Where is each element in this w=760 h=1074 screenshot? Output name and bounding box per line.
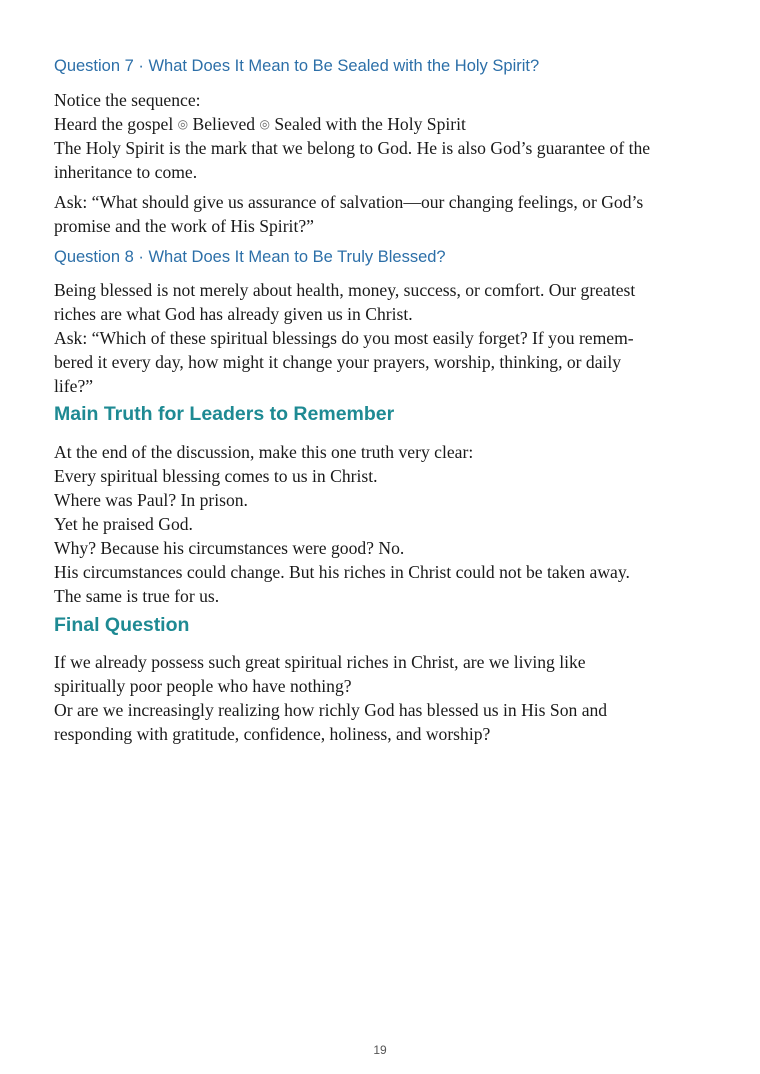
ask-line: promise and the work of His Spirit?”	[54, 216, 314, 236]
paragraph-line: responding with gratitude, confidence, holiness, and worship?	[54, 724, 491, 744]
ask-line: Ask: “What should give us assurance of salvation—our changing feelings, or God’s	[54, 192, 644, 212]
question-7-ask	[54, 190, 726, 238]
main-truth-heading: Main Truth for Leaders to Remember	[54, 403, 395, 425]
sequence-step-1: Heard the gospel	[54, 114, 174, 134]
final-question-body	[54, 650, 726, 746]
sequence-step-2: Believed	[192, 114, 256, 134]
paragraph-line: inheritance to come.	[54, 162, 198, 182]
sequence-line	[54, 112, 726, 136]
paragraph-line: Being blessed is not merely about health, money, success, or comfort. Our greatest	[54, 280, 636, 300]
paragraph-line: riches are what God has already given us in Christ.	[54, 304, 413, 324]
notice-line: Notice the sequence:	[54, 90, 201, 110]
paragraph-line: The Holy Spirit is the mark that we belong to God. He is also God’s guarantee of the	[54, 138, 651, 158]
paragraph-line: spiritually poor people who have nothing?	[54, 676, 352, 696]
main-truth-body	[54, 440, 726, 608]
question-7-body	[54, 88, 726, 184]
question-8-body	[54, 278, 726, 398]
page-number: 19	[373, 1043, 387, 1057]
paragraph-line: Yet he praised God.	[54, 514, 193, 534]
sequence-arrow-icon: ◎	[177, 117, 189, 131]
paragraph-line: At the end of the discussion, make this one truth very clear:	[54, 442, 474, 462]
question-7-heading: Question 7 · What Does It Mean to Be Sealed with the Holy Spirit?	[54, 57, 540, 75]
ask-line: bered it every day, how might it change your prayers, worship, thinking, or daily	[54, 352, 622, 372]
sequence-arrow-icon: ◎	[259, 117, 270, 131]
paragraph-line: Or are we increasingly realizing how richly God has blessed us in His Son and	[54, 700, 608, 720]
paragraph-line: The same is true for us.	[54, 586, 220, 606]
ask-line: Ask: “Which of these spiritual blessings do you most easily forget? If you remem-	[54, 328, 634, 348]
paragraph-line: Why? Because his circumstances were good? No.	[54, 538, 405, 558]
paragraph-line: If we already possess such great spiritual riches in Christ, are we living like	[54, 652, 586, 672]
sequence-step-3: Sealed with the Holy Spirit	[274, 114, 466, 134]
ask-line: life?”	[54, 376, 94, 396]
final-question-heading: Final Question	[54, 614, 190, 636]
question-8-heading: Question 8 · What Does It Mean to Be Truly Blessed?	[54, 248, 446, 266]
paragraph-line: His circumstances could change. But his riches in Christ could not be taken away.	[54, 562, 630, 582]
paragraph-line: Where was Paul? In prison.	[54, 490, 248, 510]
paragraph-line: Every spiritual blessing comes to us in Christ.	[54, 466, 378, 486]
